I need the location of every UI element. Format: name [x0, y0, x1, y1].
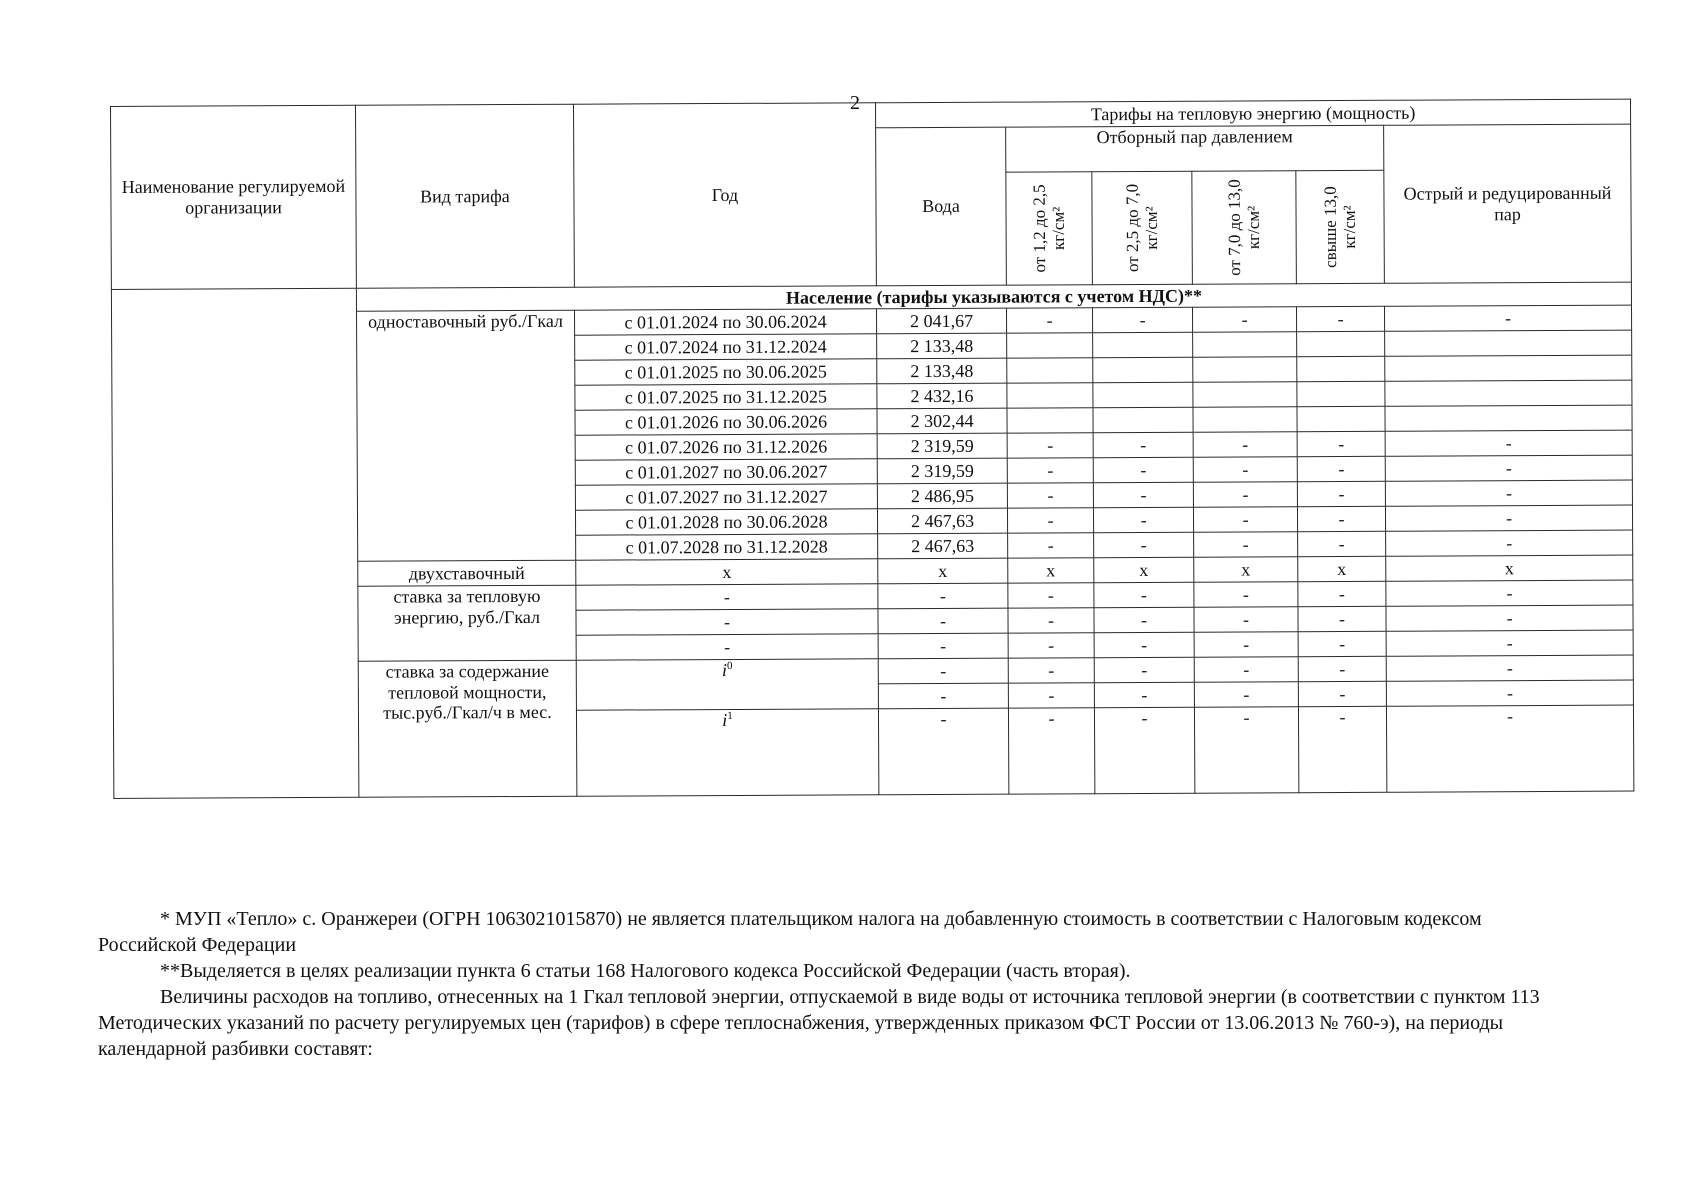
water-value: 2 133,48: [877, 358, 1007, 384]
dash-cell: -: [1386, 630, 1633, 656]
header-water: Вода: [876, 127, 1007, 286]
dash-cell: -: [1008, 658, 1094, 683]
value-cell: [1007, 383, 1093, 408]
header-pressure-3: [1192, 171, 1297, 285]
header-tariffs-group: Тарифы на тепловую энергию (мощность): [875, 99, 1630, 128]
period-cell: с 01.01.2025 по 30.06.2025: [575, 359, 877, 385]
header-tariff-type: Вид тарифа: [355, 104, 574, 288]
header-pressure-3-text: от 7,0 до 13,0 кг/см²: [1224, 179, 1263, 276]
value-cell: -: [1297, 506, 1385, 531]
value-cell: [1297, 381, 1385, 406]
value-cell: -: [1385, 430, 1632, 456]
header-year: Год: [573, 103, 876, 287]
value-cell: -: [1093, 432, 1193, 457]
dash-cell: -: [878, 608, 1008, 634]
value-cell: [1193, 382, 1297, 408]
tariff-table: [110, 99, 1634, 799]
dash-cell: -: [878, 633, 1008, 659]
i1-symbol: i: [722, 709, 728, 731]
dash-cell: -: [1008, 708, 1094, 794]
x-cell: x: [1386, 555, 1633, 581]
water-value: 2 319,59: [877, 458, 1007, 484]
dash-cell: -: [1008, 683, 1094, 708]
dash-cell: -: [1386, 680, 1633, 706]
heat-rate-label: ставка за тепловую энергию, руб./Гкал: [358, 585, 576, 661]
water-value: 2 041,67: [877, 308, 1007, 334]
value-cell: -: [1007, 483, 1093, 508]
one-rate-label: одноставочный руб./Гкал: [357, 310, 576, 561]
dash-cell: -: [1386, 605, 1633, 631]
dash-cell: -: [576, 634, 878, 660]
period-cell: с 01.07.2028 по 31.12.2028: [576, 534, 878, 560]
page-number: 2: [850, 92, 860, 114]
period-cell: с 01.01.2026 по 30.06.2026: [575, 409, 877, 435]
i1-sup: 1: [727, 709, 733, 722]
dash-cell: -: [1194, 682, 1298, 708]
value-cell: [1093, 357, 1193, 382]
value-cell: -: [1297, 481, 1385, 506]
period-cell: с 01.01.2024 по 30.06.2024: [575, 309, 877, 335]
dash-cell: -: [1386, 705, 1633, 792]
period-cell: с 01.07.2024 по 31.12.2024: [575, 334, 877, 360]
dash-cell: -: [1094, 682, 1194, 707]
value-cell: -: [1193, 482, 1297, 508]
value-cell: -: [1093, 457, 1193, 482]
dash-cell: -: [1094, 582, 1194, 607]
header-org-name: Наименование регулируемой организации: [111, 105, 357, 289]
header-selected-steam: Отборный пар давлением: [1006, 125, 1384, 172]
x-cell: x: [1194, 557, 1298, 583]
value-cell: [1007, 333, 1093, 358]
dash-cell: -: [1094, 632, 1194, 657]
dash-cell: -: [878, 683, 1008, 709]
value-cell: -: [1385, 455, 1632, 481]
water-value: 2 133,48: [877, 333, 1007, 359]
dash-cell: -: [1298, 606, 1386, 631]
dash-cell: -: [1194, 607, 1298, 633]
dash-cell: -: [878, 658, 1008, 684]
value-cell: -: [1007, 508, 1093, 533]
value-cell: -: [1193, 432, 1297, 458]
value-cell: [1385, 355, 1632, 381]
value-cell: -: [1092, 307, 1192, 332]
value-cell: [1093, 382, 1193, 407]
value-cell: [1093, 407, 1193, 432]
value-cell: -: [1297, 431, 1385, 456]
header-pressure-4: [1296, 170, 1385, 283]
value-cell: [1297, 331, 1385, 356]
value-cell: [1193, 407, 1297, 433]
value-cell: [1297, 356, 1385, 381]
value-cell: -: [1385, 480, 1632, 506]
dash-cell: -: [1094, 657, 1194, 682]
value-cell: [1193, 357, 1297, 383]
i0-cell: [576, 659, 878, 710]
value-cell: -: [1094, 532, 1194, 557]
dash-cell: -: [878, 583, 1008, 609]
footnote-fuel-costs: Величины расходов на топливо, отнесенных на 1 Гкал тепловой энергии, отпускаемой в виде воды от источника тепловой энергии (в соответствии с пунктом 113 Методических указаний по расчету регулируемых цен (тарифов) в сфере теплоснабжения, утвержденных приказом ФСТ России от 13.06.2013 № 760-э), на периоды календарной разбивки составят:: [98, 986, 1540, 1060]
x-cell: x: [1298, 556, 1386, 581]
value-cell: [1297, 406, 1385, 431]
dash-cell: -: [1386, 655, 1633, 681]
dash-cell: -: [1194, 582, 1298, 608]
x-cell: x: [1094, 557, 1194, 582]
header-pressure-1-text: от 1,2 до 2,5 кг/см²: [1029, 184, 1068, 273]
dash-cell: -: [1298, 706, 1386, 792]
dash-cell: -: [576, 609, 878, 635]
dash-cell: -: [1298, 581, 1386, 606]
footnotes: [98, 906, 1578, 1062]
period-cell: с 01.07.2027 по 31.12.2027: [575, 484, 877, 510]
dash-cell: -: [1298, 681, 1386, 706]
period-cell: с 01.01.2027 по 30.06.2027: [575, 459, 877, 485]
value-cell: -: [1093, 482, 1193, 507]
value-cell: -: [1296, 306, 1384, 331]
dash-cell: -: [1194, 632, 1298, 658]
water-value: 2 302,44: [877, 408, 1007, 434]
value-cell: -: [1093, 507, 1193, 532]
dash-cell: -: [1386, 580, 1633, 606]
header-pressure-2-text: от 2,5 до 7,0 кг/см²: [1122, 183, 1161, 273]
water-value: 2 486,95: [877, 483, 1007, 509]
dash-cell: -: [1008, 608, 1094, 633]
dash-cell: -: [1194, 707, 1298, 794]
period-cell: с 01.07.2025 по 31.12.2025: [575, 384, 877, 410]
water-value: 2 319,59: [877, 433, 1007, 459]
header-pressure-2: [1092, 171, 1193, 284]
capacity-rate-label: ставка за содержание тепловой мощности, тыс.руб./Гкал/ч в мес.: [358, 660, 577, 797]
value-cell: [1193, 332, 1297, 358]
value-cell: -: [1385, 505, 1632, 531]
header-sharp-steam: Острый и редуцированный пар: [1384, 124, 1632, 283]
value-cell: -: [1194, 532, 1298, 558]
tariff-table-wrapper: [110, 99, 1633, 799]
value-cell: -: [1192, 307, 1296, 333]
dash-cell: -: [1008, 583, 1094, 608]
water-value: 2 432,16: [877, 383, 1007, 409]
dash-cell: -: [576, 584, 878, 610]
dash-cell: -: [1298, 656, 1386, 681]
value-cell: -: [1386, 530, 1633, 556]
footnote-vat-note: **Выделяется в целях реализации пункта 6 статьи 168 Налогового кодекса Российской Федерации (часть вторая).: [160, 960, 1131, 982]
value-cell: [1093, 332, 1193, 357]
footnote-vat-exempt: * МУП «Тепло» с. Оранжереи (ОГРН 1063021015870) не является плательщиком налога на добавленную стоимость в соответствии с Налоговым кодексом Российской Федерации: [98, 908, 1482, 956]
x-cell: x: [878, 558, 1008, 584]
x-cell: x: [576, 559, 878, 585]
dash-cell: -: [1008, 633, 1094, 658]
dash-cell: -: [878, 708, 1008, 795]
header-pressure-4-text: свыше 13,0 кг/см²: [1320, 186, 1359, 268]
i0-symbol: i: [721, 659, 728, 681]
x-cell: x: [1008, 558, 1094, 583]
i1-cell: [576, 709, 878, 796]
value-cell: [1385, 330, 1632, 356]
value-cell: -: [1298, 531, 1386, 556]
value-cell: [1385, 405, 1632, 431]
dash-cell: -: [1298, 631, 1386, 656]
value-cell: -: [1006, 308, 1092, 333]
dash-cell: -: [1194, 657, 1298, 683]
org-name-cell: [111, 288, 358, 798]
i0-sup: 0: [726, 659, 733, 672]
value-cell: -: [1193, 457, 1297, 483]
water-value: 2 467,63: [878, 533, 1008, 559]
header-pressure-1: [1006, 172, 1093, 285]
dash-cell: -: [1094, 707, 1194, 793]
value-cell: -: [1384, 305, 1631, 331]
value-cell: [1007, 408, 1093, 433]
two-rate-label: двухставочный: [358, 560, 576, 586]
period-cell: с 01.01.2028 по 30.06.2028: [575, 509, 877, 535]
section-population: Население (тарифы указываются с учетом НДС)**: [356, 282, 1631, 311]
value-cell: -: [1008, 533, 1094, 558]
water-value: 2 467,63: [877, 508, 1007, 534]
value-cell: [1007, 358, 1093, 383]
period-cell: с 01.07.2026 по 31.12.2026: [575, 434, 877, 460]
value-cell: -: [1297, 456, 1385, 481]
value-cell: -: [1007, 458, 1093, 483]
dash-cell: -: [1094, 607, 1194, 632]
value-cell: [1385, 380, 1632, 406]
value-cell: -: [1007, 433, 1093, 458]
value-cell: -: [1193, 507, 1297, 533]
